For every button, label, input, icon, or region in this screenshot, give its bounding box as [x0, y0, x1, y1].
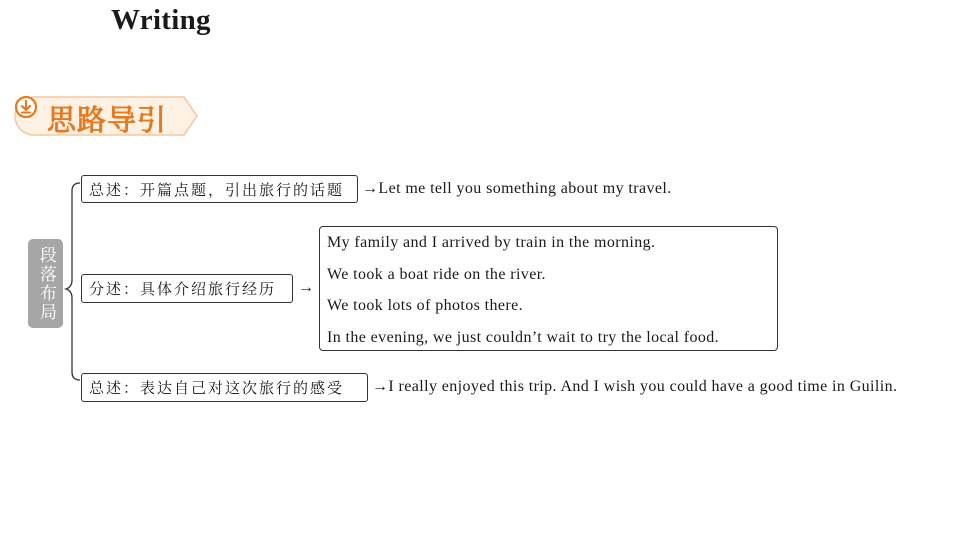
intro-box-label: 总述：开篇点题，引出旅行的话题: [89, 180, 345, 199]
conclusion-text: I really enjoyed this trip. And I wish you could have a good time in Guilin.: [388, 378, 898, 395]
conclusion-box-label: 总述：表达自己对这次旅行的感受: [89, 379, 345, 397]
intro-box: [81, 175, 358, 203]
conclusion-box: [81, 373, 368, 402]
intro-sentence: [362, 180, 672, 198]
outline-bracket: [0, 0, 90, 400]
detail-line: We took a boat ride on the river.: [327, 265, 546, 283]
conclusion-sentence: [372, 378, 897, 396]
detail-line: We took lots of photos there.: [327, 297, 524, 314]
page-title: Writing: [111, 4, 211, 36]
intro-arrow: →: [362, 180, 379, 197]
side-label-text: 段落布局: [36, 245, 56, 322]
side-label: [28, 239, 63, 328]
body-detail-box: [319, 226, 778, 351]
body-box: [81, 274, 293, 303]
detail-line: My family and I arrived by train in the morning.: [327, 234, 656, 251]
conclusion-arrow: →: [372, 378, 389, 395]
banner-label: 思路导引: [47, 103, 168, 137]
body-box-label: 分述：具体介绍旅行经历: [89, 280, 277, 298]
body-arrow: →: [298, 279, 314, 296]
detail-line: In the evening, we just couldn’t wait to try the local food.: [327, 328, 720, 346]
intro-text: Let me tell you something about my travel.: [378, 180, 672, 197]
